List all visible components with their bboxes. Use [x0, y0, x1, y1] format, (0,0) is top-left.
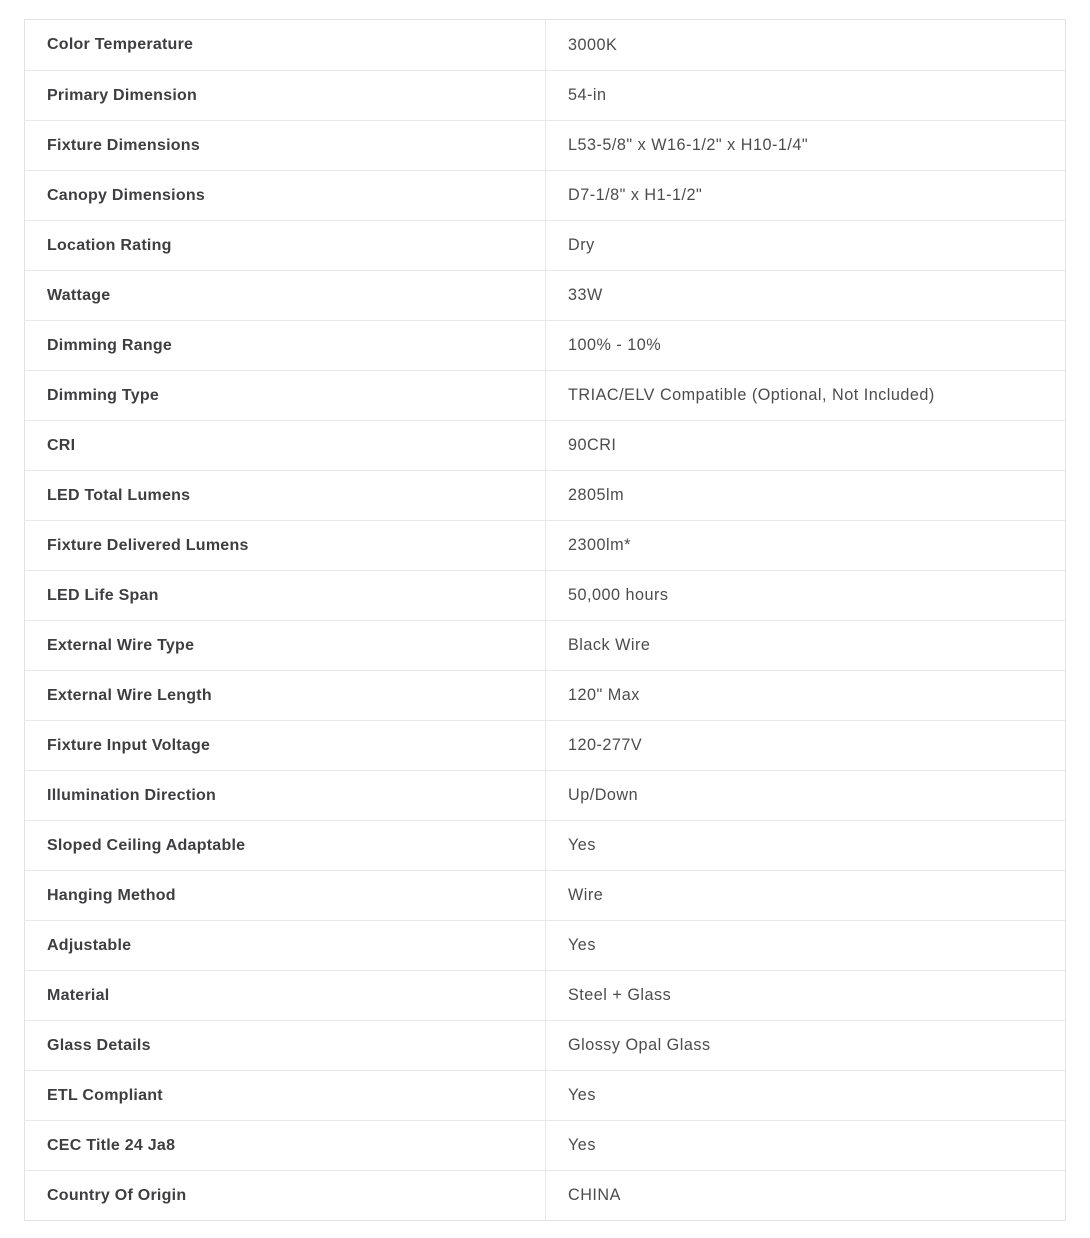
spec-value: CHINA [568, 1186, 621, 1204]
spec-row-fixture-delivered-lumens [25, 520, 1065, 570]
spec-row-led-life-span [25, 570, 1065, 620]
spec-value: 2805lm [568, 486, 625, 504]
spec-row-material [25, 970, 1065, 1020]
spec-label: Location Rating [25, 221, 546, 270]
spec-value: Steel + Glass [568, 986, 672, 1004]
spec-label: Canopy Dimensions [25, 171, 546, 220]
product-spec-table [24, 19, 1066, 1221]
spec-label: CEC Title 24 Ja8 [25, 1121, 546, 1170]
spec-value: 54-in [568, 86, 607, 104]
spec-label: LED Total Lumens [25, 471, 546, 520]
spec-value: TRIAC/ELV Compatible (Optional, Not Included) [568, 386, 935, 404]
spec-row-fixture-dimensions [25, 120, 1065, 170]
spec-value: L53-5/8" x W16-1/2" x H10-1/4" [568, 136, 809, 154]
spec-label: Illumination Direction [25, 771, 546, 820]
spec-row-fixture-input-voltage [25, 720, 1065, 770]
spec-row-glass-details [25, 1020, 1065, 1070]
spec-label: External Wire Type [25, 621, 546, 670]
spec-row-hanging-method [25, 870, 1065, 920]
spec-label: Fixture Delivered Lumens [25, 521, 546, 570]
spec-value: Glossy Opal Glass [568, 1036, 711, 1054]
spec-row-canopy-dimensions [25, 170, 1065, 220]
spec-value: Yes [568, 1136, 596, 1154]
spec-row-primary-dimension [25, 70, 1065, 120]
spec-value: Wire [568, 886, 604, 904]
spec-row-sloped-ceiling-adaptable [25, 820, 1065, 870]
spec-label: Fixture Dimensions [25, 121, 546, 170]
spec-label: Fixture Input Voltage [25, 721, 546, 770]
spec-label: Glass Details [25, 1021, 546, 1070]
spec-label: Adjustable [25, 921, 546, 970]
spec-value: 33W [568, 286, 603, 304]
spec-row-external-wire-length [25, 670, 1065, 720]
spec-row-wattage [25, 270, 1065, 320]
spec-row-location-rating [25, 220, 1065, 270]
spec-label: Color Temperature [25, 20, 546, 70]
spec-value: D7-1/8" x H1-1/2" [568, 186, 703, 204]
spec-label: ETL Compliant [25, 1071, 546, 1120]
spec-label: Wattage [25, 271, 546, 320]
spec-value: 100% - 10% [568, 336, 662, 354]
spec-row-country-of-origin [25, 1170, 1065, 1220]
spec-value: 120" Max [568, 686, 640, 704]
spec-label: LED Life Span [25, 571, 546, 620]
spec-value: Dry [568, 236, 595, 254]
spec-row-illumination-direction [25, 770, 1065, 820]
spec-value: Up/Down [568, 786, 639, 804]
spec-value: 3000K [568, 35, 618, 54]
spec-label: Dimming Range [25, 321, 546, 370]
spec-row-color-temperature [25, 20, 1065, 70]
spec-value: 120-277V [568, 736, 643, 754]
spec-value: 50,000 hours [568, 586, 669, 604]
spec-label: Country Of Origin [25, 1171, 546, 1220]
spec-value: 2300lm* [568, 536, 631, 554]
spec-row-cec-title-24-ja8 [25, 1120, 1065, 1170]
spec-value: Yes [568, 936, 596, 954]
spec-value: Yes [568, 1086, 596, 1104]
spec-row-external-wire-type [25, 620, 1065, 670]
spec-row-led-total-lumens [25, 470, 1065, 520]
spec-row-cri [25, 420, 1065, 470]
spec-label: Material [25, 971, 546, 1020]
spec-value: Yes [568, 836, 596, 854]
spec-row-dimming-range [25, 320, 1065, 370]
spec-row-etl-compliant [25, 1070, 1065, 1120]
spec-label: External Wire Length [25, 671, 546, 720]
spec-label: Hanging Method [25, 871, 546, 920]
spec-value: 90CRI [568, 436, 617, 454]
spec-row-adjustable [25, 920, 1065, 970]
spec-label: Primary Dimension [25, 71, 546, 120]
spec-value: Black Wire [568, 636, 651, 654]
spec-label: Sloped Ceiling Adaptable [25, 821, 546, 870]
spec-label: CRI [25, 421, 546, 470]
spec-row-dimming-type [25, 370, 1065, 420]
spec-label: Dimming Type [25, 371, 546, 420]
